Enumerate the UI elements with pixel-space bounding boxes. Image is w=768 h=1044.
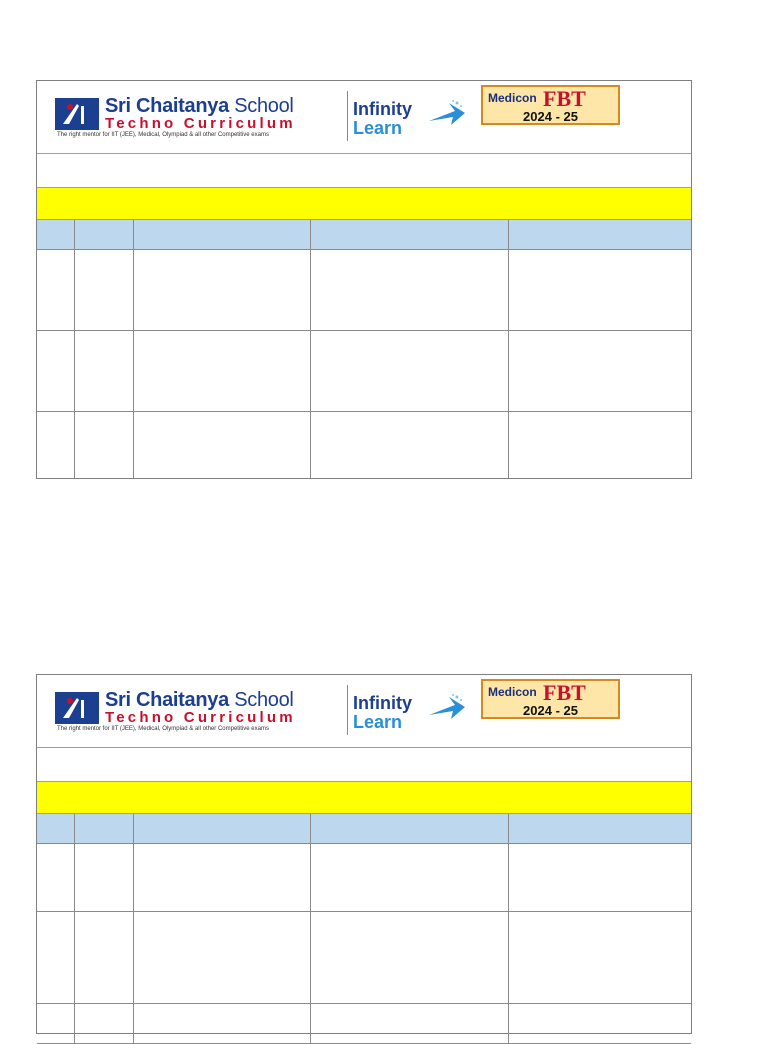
program-name: Medicon <box>488 91 537 105</box>
logo-divider <box>347 91 348 141</box>
info-row <box>37 154 691 188</box>
infinity-learn-logo <box>353 691 473 737</box>
infinity-learn-logo <box>353 97 473 143</box>
sri-chaitanya-logo <box>55 95 355 141</box>
table-row <box>37 844 691 912</box>
logo-divider <box>347 685 348 735</box>
infinity-word: Infinity <box>353 99 412 119</box>
table-row <box>37 412 691 479</box>
tagline: The right mentor for IIT (JEE), Medical, Olympiad & all other Competitive exams <box>57 726 269 732</box>
school-name: Sri Chaitanya School <box>105 95 294 117</box>
school-emblem-icon <box>55 98 99 130</box>
data-table <box>37 814 691 1044</box>
table-header-row <box>37 814 691 844</box>
data-table <box>37 220 691 479</box>
curriculum-name: Techno Curriculum <box>105 115 296 132</box>
exam-badge <box>481 85 620 125</box>
program-name: Medicon <box>488 685 537 699</box>
info-row <box>37 748 691 782</box>
table-row <box>37 250 691 331</box>
document-sheet <box>36 674 692 1034</box>
learn-word: Learn <box>353 118 403 138</box>
arrow-icon <box>427 693 467 723</box>
test-name: FBT <box>543 680 586 705</box>
document-sheet <box>36 80 692 479</box>
arrow-icon <box>427 99 467 129</box>
sri-chaitanya-logo <box>55 689 355 735</box>
school-emblem-icon <box>55 692 99 724</box>
exam-badge <box>481 679 620 719</box>
title-bar <box>37 188 691 220</box>
academic-year: 2024 - 25 <box>523 109 578 124</box>
test-name: FBT <box>543 86 586 111</box>
header-banner <box>37 81 691 154</box>
header-banner <box>37 675 691 748</box>
title-bar <box>37 782 691 814</box>
table-row <box>37 331 691 412</box>
curriculum-name: Techno Curriculum <box>105 709 296 726</box>
tagline: The right mentor for IIT (JEE), Medical, Olympiad & all other Competitive exams <box>57 132 269 138</box>
school-name: Sri Chaitanya School <box>105 689 294 711</box>
table-header-row <box>37 220 691 250</box>
infinity-word: Infinity <box>353 693 412 713</box>
academic-year: 2024 - 25 <box>523 703 578 718</box>
table-row <box>37 912 691 1004</box>
learn-word: Learn <box>353 712 403 732</box>
